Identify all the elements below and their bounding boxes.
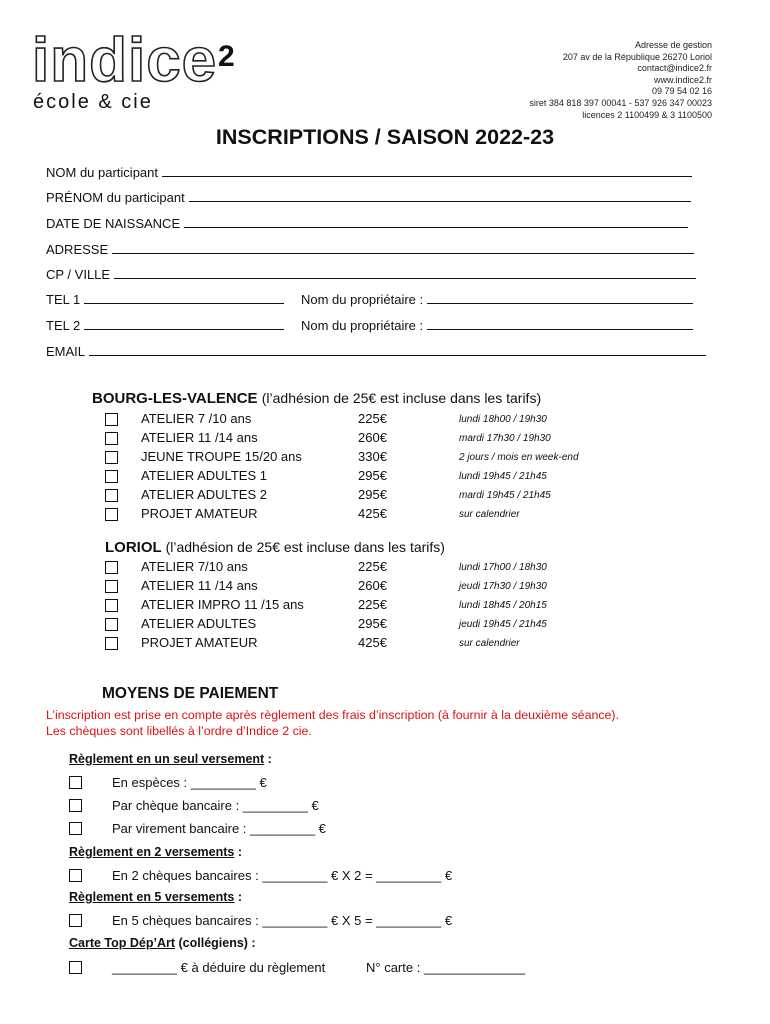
course-schedule: lundi 18h45 / 20h15 (459, 600, 547, 611)
address-line: 207 av de la République 26270 Loriol (562, 51, 712, 62)
payment-five-heading (69, 890, 242, 904)
field-email[interactable] (46, 344, 706, 359)
field-prenom[interactable] (46, 190, 691, 205)
field-tel1[interactable] (46, 292, 284, 307)
heading-text: Règlement en 2 versements (69, 845, 235, 859)
field-label: Nom du propriétaire : (301, 292, 424, 307)
payment-option: Par virement bancaire : _________ € (112, 821, 326, 836)
heading-suffix: (collégiens) : (175, 936, 256, 950)
course-schedule: lundi 19h45 / 21h45 (459, 471, 547, 482)
payment-heading: MOYENS DE PAIEMENT (102, 685, 279, 702)
course-label: ATELIER ADULTES 1 (141, 468, 267, 483)
course-schedule: jeudi 17h30 / 19h30 (459, 581, 547, 592)
course-price: 295€ (358, 616, 387, 631)
section-note: (l’adhésion de 25€ est incluse dans les tarifs) (165, 539, 445, 555)
course-price: 425€ (358, 506, 387, 521)
course-schedule: mardi 19h45 / 21h45 (459, 490, 551, 501)
heading-suffix: : (264, 752, 272, 766)
course-label: ATELIER ADULTES 2 (141, 487, 267, 502)
checkbox[interactable] (105, 432, 118, 445)
fill-line[interactable] (112, 243, 694, 254)
fill-line[interactable] (184, 217, 688, 228)
course-schedule: 2 jours / mois en week-end (459, 452, 579, 463)
course-price: 330€ (358, 449, 387, 464)
payment-option: En espèces : _________ € (112, 775, 267, 790)
checkbox[interactable] (105, 637, 118, 650)
fill-line[interactable] (84, 293, 284, 304)
checkbox[interactable] (105, 618, 118, 631)
checkbox[interactable] (105, 599, 118, 612)
field-proprio-1[interactable] (301, 292, 693, 307)
course-schedule: lundi 18h00 / 19h30 (459, 414, 547, 425)
course-label: ATELIER 11 /14 ans (141, 430, 258, 445)
fill-line[interactable] (114, 268, 696, 279)
section-heading-bourg (92, 390, 541, 407)
payment-option: En 5 chèques bancaires : _________ € X 5 = _________ € (112, 913, 453, 928)
payment-option: En 2 chèques bancaires : _________ € X 2 = _________ € (112, 868, 453, 883)
course-price: 260€ (358, 578, 387, 593)
field-label: CP / VILLE (46, 267, 111, 282)
course-label: ATELIER IMPRO 11 /15 ans (141, 597, 304, 612)
course-schedule: lundi 17h00 / 18h30 (459, 562, 547, 573)
course-label: ATELIER 11 /14 ans (141, 578, 258, 593)
payment-note-2: Les chèques sont libellés à l’ordre d’Indice 2 cie. (46, 724, 312, 738)
fill-line[interactable] (427, 293, 693, 304)
section-note: (l’adhésion de 25€ est incluse dans les tarifs) (261, 390, 542, 406)
carte-number-field[interactable]: N° carte : ______________ (366, 960, 526, 975)
field-label: TEL 2 (46, 318, 81, 333)
course-label: PROJET AMATEUR (141, 635, 258, 650)
address-line: licences 2 1100499 & 3 1100500 (582, 109, 712, 120)
checkbox[interactable] (105, 413, 118, 426)
checkbox[interactable] (69, 799, 82, 812)
field-nom[interactable] (46, 165, 692, 180)
heading-suffix: : (234, 890, 242, 904)
logo-wordmark: indice (32, 26, 218, 95)
field-label: EMAIL (46, 344, 86, 359)
address-line: siret 384 818 397 00041 - 537 926 347 00023 (529, 97, 712, 108)
fill-line[interactable] (89, 345, 706, 356)
field-naissance[interactable] (46, 216, 688, 231)
field-label: ADRESSE (46, 242, 109, 257)
heading-text: Carte Top Dép’Art (69, 936, 176, 950)
checkbox[interactable] (105, 561, 118, 574)
checkbox[interactable] (69, 914, 82, 927)
payment-option: _________ € à déduire du règlement (112, 960, 326, 975)
fill-line[interactable] (427, 319, 693, 330)
checkbox[interactable] (105, 470, 118, 483)
heading-suffix: : (234, 845, 242, 859)
course-schedule: jeudi 19h45 / 21h45 (459, 619, 547, 630)
payment-note-1: L’inscription est prise en compte après règlement des frais d’inscription (à fournir à la deuxième séance). (46, 708, 620, 722)
fill-line[interactable] (162, 166, 692, 177)
page-title: INSCRIPTIONS / SAISON 2022-23 (215, 125, 555, 149)
section-name: BOURG-LES-VALENCE (92, 390, 258, 407)
field-label: PRÉNOM du participant (46, 190, 185, 205)
checkbox[interactable] (105, 508, 118, 521)
course-price: 225€ (358, 597, 387, 612)
checkbox[interactable] (69, 822, 82, 835)
checkbox[interactable] (105, 489, 118, 502)
course-price: 295€ (358, 468, 387, 483)
field-label: TEL 1 (46, 292, 81, 307)
course-price: 225€ (358, 411, 387, 426)
checkbox[interactable] (105, 580, 118, 593)
address-line: 09 79 54 02 16 (651, 86, 712, 97)
field-label: Nom du propriétaire : (301, 318, 424, 333)
course-label: ATELIER 7 /10 ans (141, 411, 252, 426)
field-label: NOM du participant (46, 165, 158, 180)
logo-number: 2 (218, 40, 235, 73)
fill-line[interactable] (189, 191, 691, 202)
section-name: LORIOL (105, 539, 162, 556)
course-label: ATELIER ADULTES (141, 616, 257, 631)
checkbox[interactable] (69, 869, 82, 882)
logo-subtitle: école & cie (33, 91, 153, 113)
course-label: ATELIER 7/10 ans (141, 559, 248, 574)
checkbox[interactable] (69, 776, 82, 789)
course-label: JEUNE TROUPE 15/20 ans (141, 449, 302, 464)
field-label: DATE DE NAISSANCE (46, 216, 181, 231)
heading-text: Règlement en 5 versements (69, 890, 235, 904)
field-cp-ville[interactable] (46, 267, 696, 282)
heading-text: Règlement en un seul versement (69, 752, 265, 766)
checkbox[interactable] (105, 451, 118, 464)
checkbox[interactable] (69, 961, 82, 974)
section-heading-loriol (105, 539, 445, 556)
address-block (529, 40, 712, 121)
course-price: 225€ (358, 559, 387, 574)
course-price: 425€ (358, 635, 387, 650)
address-line: contact@indice2.fr (637, 63, 712, 74)
payment-carte-heading (69, 936, 256, 950)
course-schedule: sur calendrier (459, 509, 520, 520)
field-proprio-2[interactable] (301, 318, 693, 333)
field-adresse[interactable] (46, 242, 694, 257)
payment-two-heading (69, 845, 242, 859)
course-schedule: mardi 17h30 / 19h30 (459, 433, 551, 444)
course-price: 260€ (358, 430, 387, 445)
field-tel2[interactable] (46, 318, 284, 333)
course-schedule: sur calendrier (459, 638, 520, 649)
address-line: www.indice2.fr (653, 74, 712, 85)
address-line: Adresse de gestion (634, 40, 712, 50)
payment-single-heading (69, 752, 272, 766)
payment-option: Par chèque bancaire : _________ € (112, 798, 319, 813)
course-price: 295€ (358, 487, 387, 502)
course-label: PROJET AMATEUR (141, 506, 258, 521)
fill-line[interactable] (84, 319, 284, 330)
